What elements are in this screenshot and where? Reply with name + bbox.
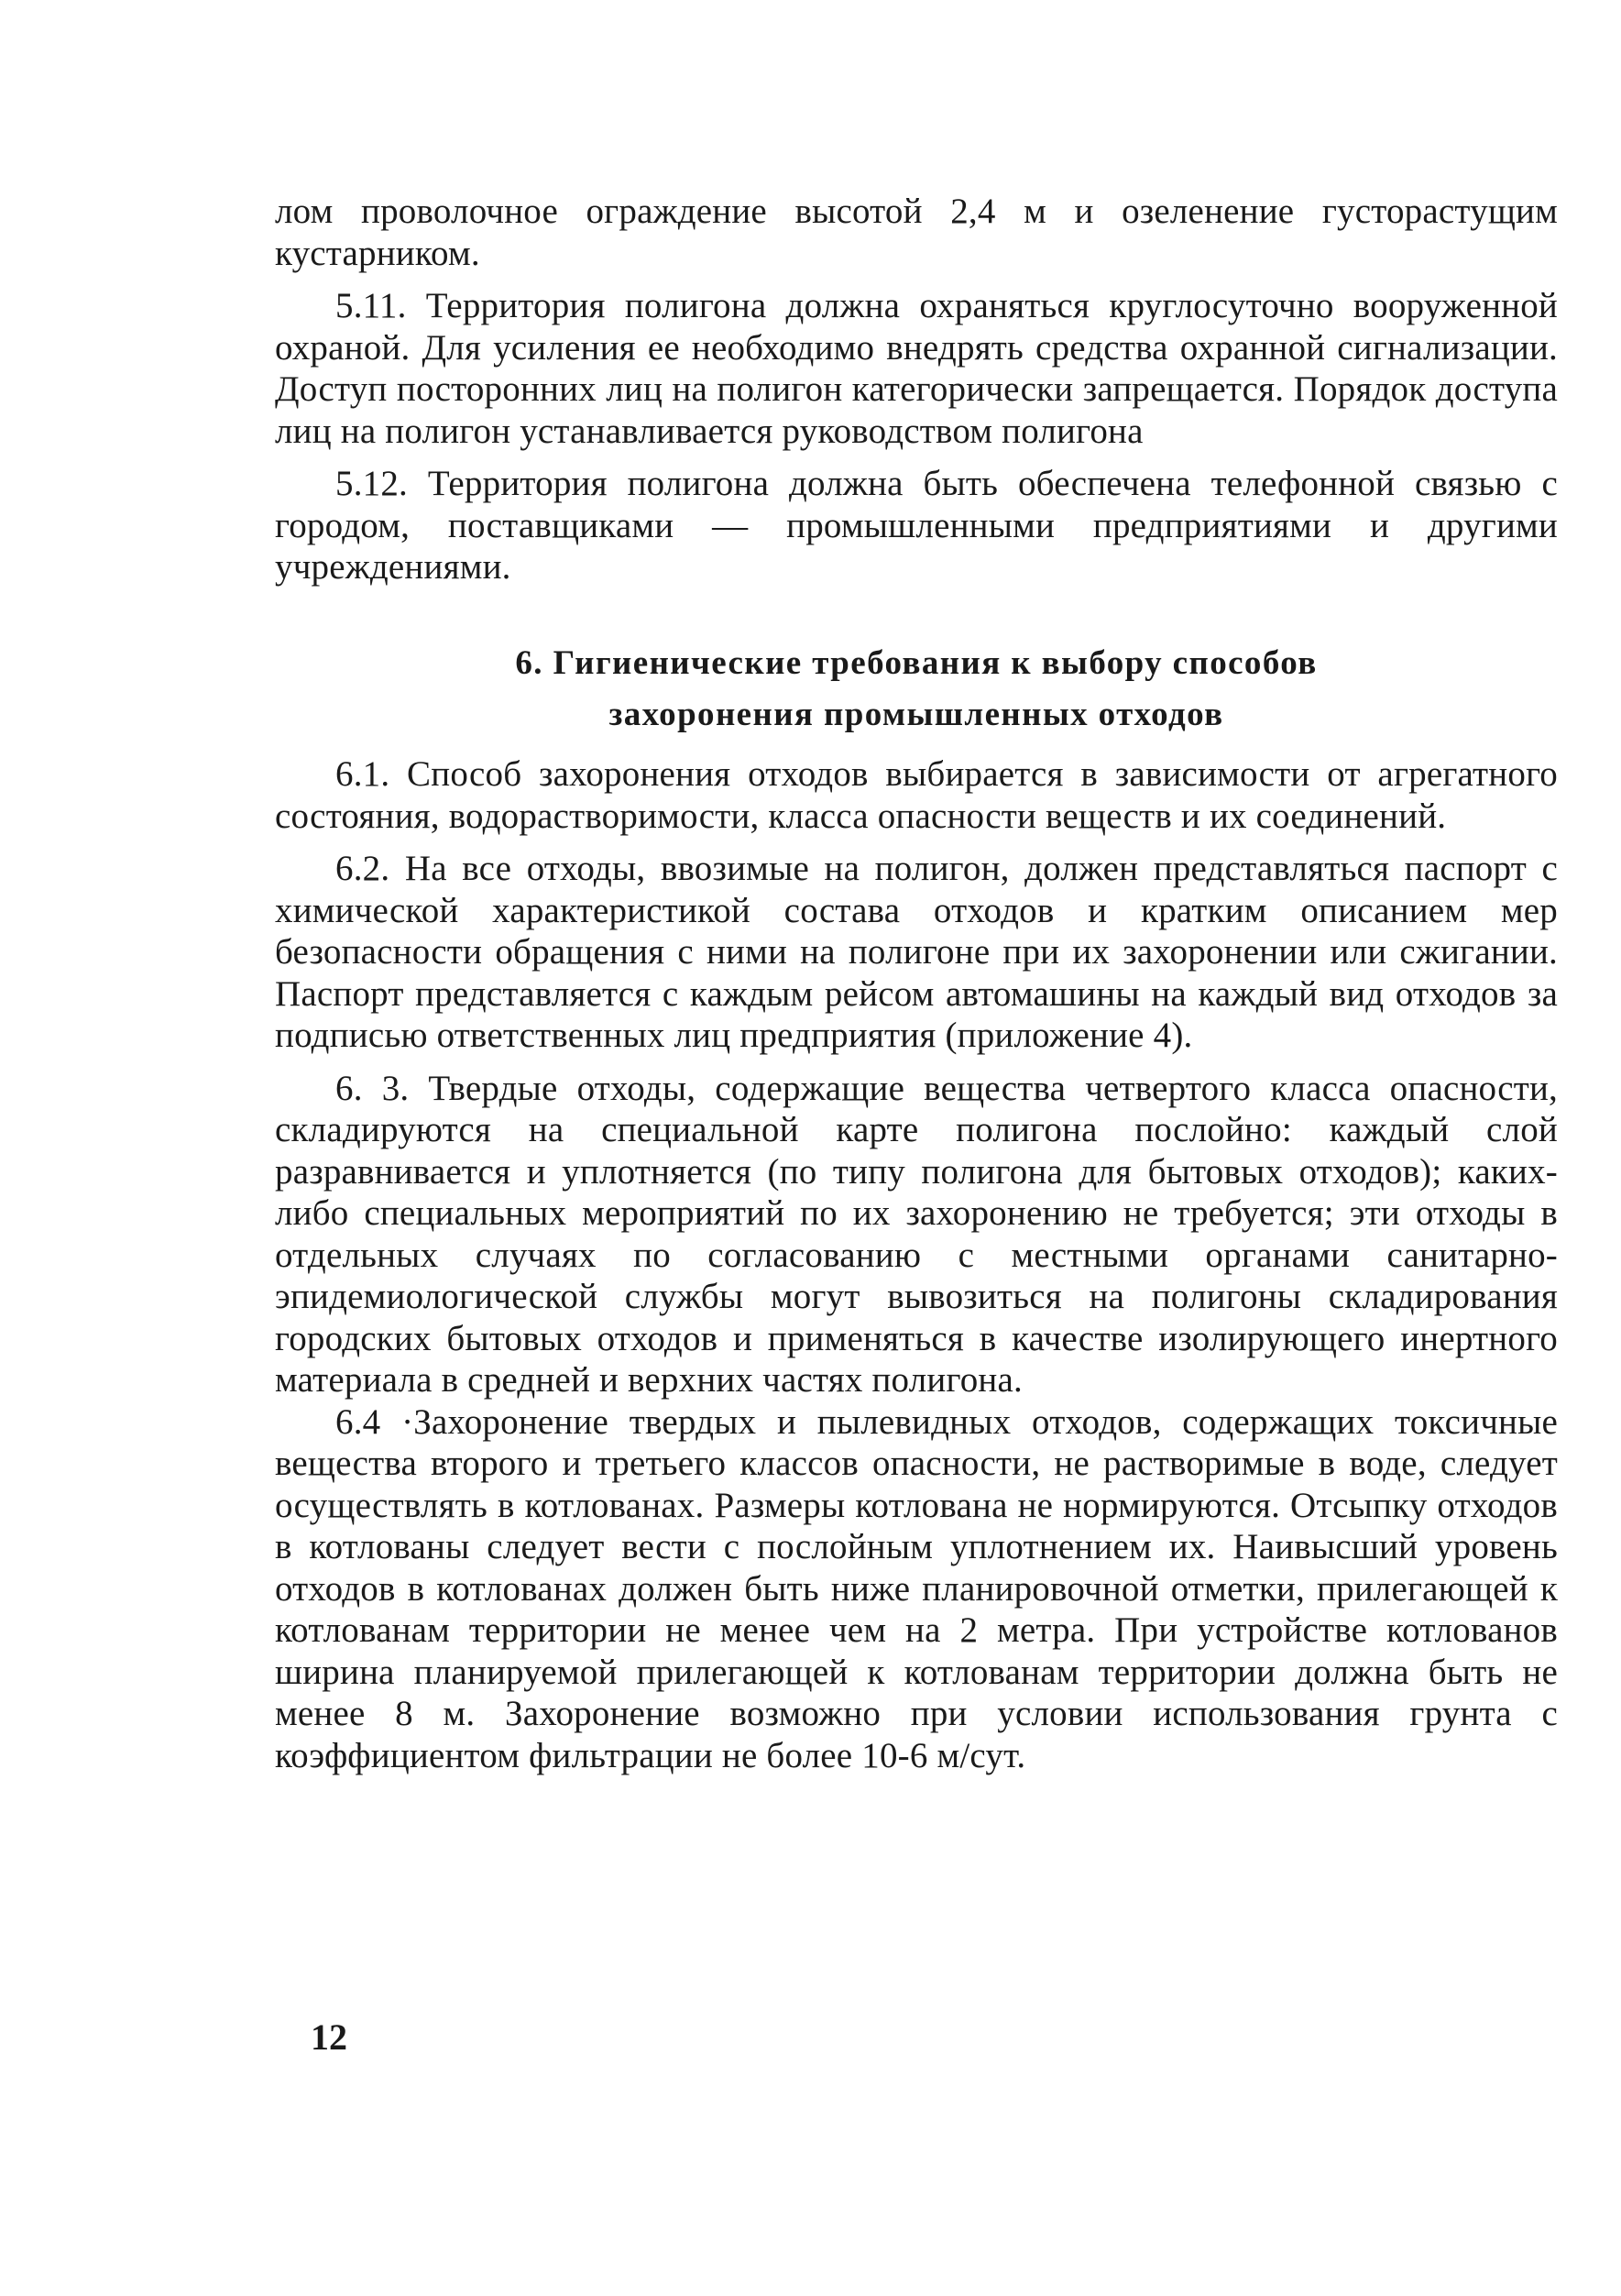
section6-heading-line2: захоронения промышленных отходов [608, 696, 1224, 733]
paragraph-6-1: 6.1. Способ захоронения отходов выбирается в зависимости от агрегатного состояния, водорастворимости, класса опасности веществ и их соединений. [275, 754, 1558, 836]
paragraph-6-4: 6.4 ·Захоронение твердых и пылевидных отходов, содержащих токсичные вещества второго и третьего классов опасности, не растворимые в воде, следует осуществлять в котлованах. Размеры котлована не нормируются. Отсыпку отходов в котлованы следует вести с послойным уплотнением их. Наивысший уровень отходов в котлованах должен быть ниже планировочной отметки, прилегающей к котлованам территории не менее чем на 2 метра. При устройстве котлованов ширина планируемой прилегающей к котлованам территории должна быть не менее 8 м. Захоронение возможно при условии использования грунта с коэффициентом фильтрации не более 10-6 м/сут. [275, 1401, 1558, 1775]
page-number: 12 [311, 2016, 347, 2058]
paragraph-6-2: 6.2. На все отходы, ввозимые на полигон, должен представляться паспорт с химической характеристикой состава отходов и кратким описанием мер безопасности обращения с ними на полигоне при их захоронении или сжигании. Паспорт представляется с каждым рейсом автомашины на каждый вид отходов за подписью ответственных лиц предприятия (приложение 4). [275, 849, 1558, 1055]
intro-paragraph: лом проволочное ограждение высотой 2,4 м и озеленение густорастущим кустарником. [275, 192, 1558, 273]
section6-text [275, 753, 1558, 1776]
section6-heading-line1: 6. Гигиенические требования к выбору способов [515, 644, 1318, 682]
paragraph-5-11: 5.11. Территория полигона должна охраняться круглосуточно вооруженной охраной. Для усиления ее необходимо внедрять средства охранной сигнализации. Доступ посторонних лиц на полигон категорически запрещается. Порядок доступа лиц на полигон устанавливается руководством полигона [275, 286, 1558, 451]
paragraph-6-3: 6. 3. Твердые отходы, содержащие вещества четвертого класса опасности, складируются на специальной карте полигона послойно: каждый слой разравнивается и уплотняется (по типу полигона для бытовых отходов); каких-либо специальных мероприятий по их захоронению не требуется; эти отходы в отдельных случаях по согласованию с местными органами санитарно-эпидемиологической службы могут вывозиться на полигоны складирования городских бытовых отходов и применяться в качестве изолирующего инертного материала в средней и верхних частях полигона. [275, 1068, 1558, 1400]
section5-text [275, 191, 1558, 588]
paragraph-5-12: 5.12. Территория полигона должна быть обеспечена телефонной связью с городом, поставщиками — промышленными предприятиями и другими учреждениями. [275, 464, 1558, 587]
